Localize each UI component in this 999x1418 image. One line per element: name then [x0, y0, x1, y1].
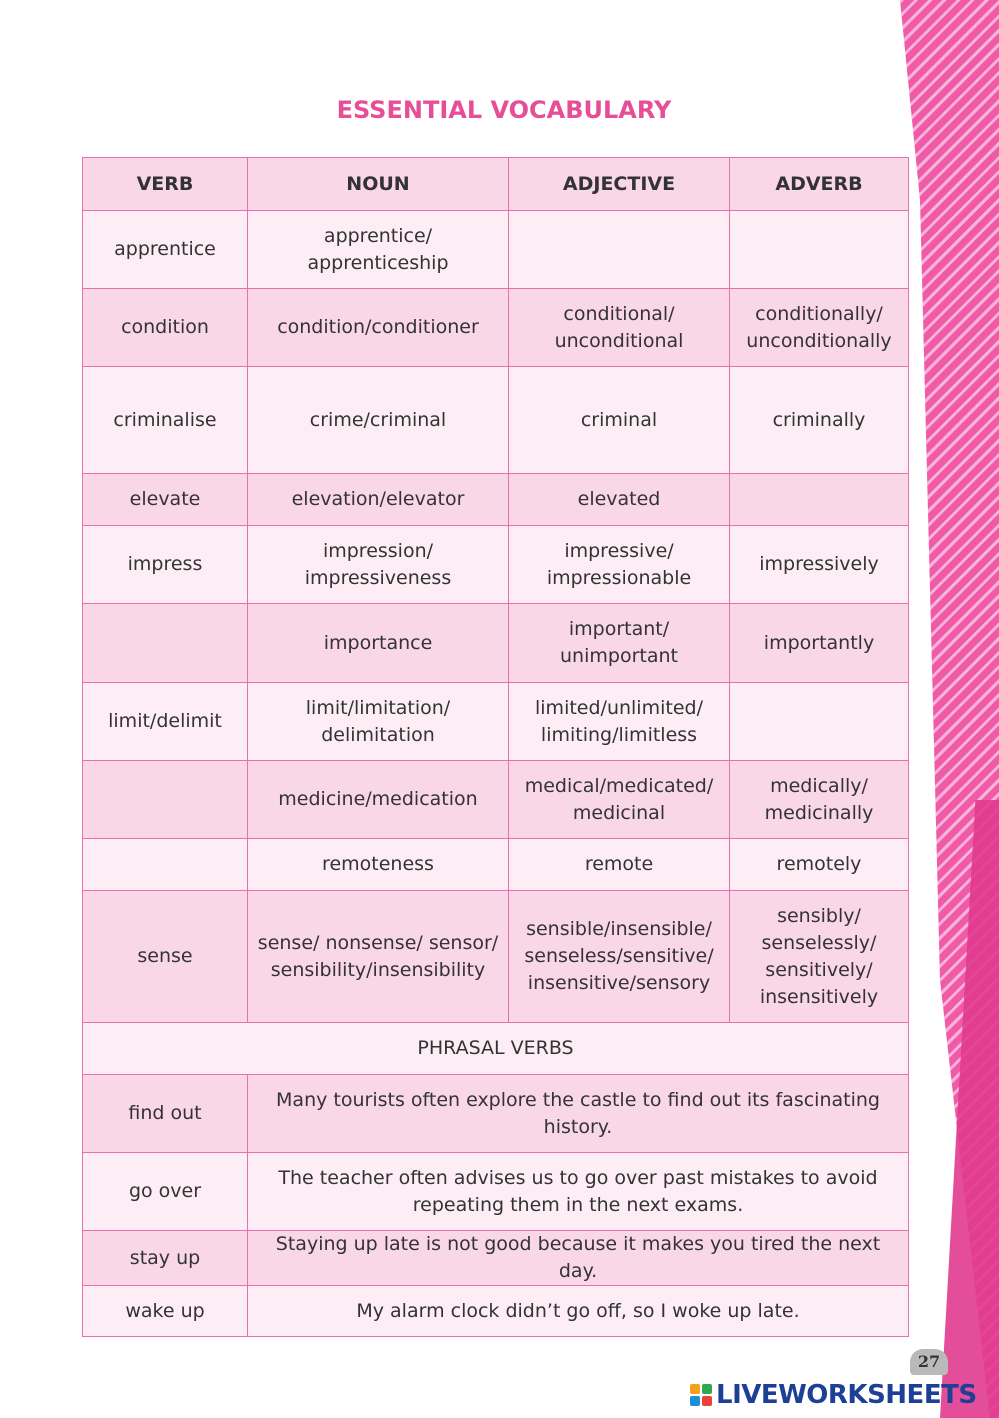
cell-adjective: medical/medicated/ medicinal: [509, 761, 730, 839]
phrasal-example: Staying up late is not good because it makes you tired the next day.: [248, 1231, 909, 1286]
cell-adverb: [730, 211, 909, 289]
cell-verb: sense: [83, 891, 248, 1023]
cell-verb: [83, 761, 248, 839]
logo-tile: [690, 1384, 700, 1394]
phrasal-verb: wake up: [83, 1286, 248, 1337]
table-row: [83, 839, 909, 891]
cell-noun: sense/ nonsense/ sensor/ sensibility/insensibility: [248, 891, 509, 1023]
phrasal-verbs-title: PHRASAL VERBS: [83, 1023, 909, 1075]
cell-adverb: remotely: [730, 839, 909, 891]
cell-noun: condition/conditioner: [248, 289, 509, 367]
table-header-row: [83, 158, 909, 211]
cell-adjective: important/ unimportant: [509, 604, 730, 683]
vocabulary-table: [82, 157, 909, 1337]
phrasal-verb: find out: [83, 1075, 248, 1153]
cell-adjective: [509, 211, 730, 289]
cell-verb: criminalise: [83, 367, 248, 474]
header-noun: NOUN: [248, 158, 509, 211]
header-adjective: ADJECTIVE: [509, 158, 730, 211]
page-number: 27: [910, 1349, 948, 1375]
phrasal-row: [83, 1075, 909, 1153]
cell-noun: remoteness: [248, 839, 509, 891]
brand-logo-icon: [690, 1384, 712, 1406]
phrasal-header-row: [83, 1023, 909, 1075]
phrasal-verb: stay up: [83, 1231, 248, 1286]
cell-adverb: criminally: [730, 367, 909, 474]
logo-tile: [690, 1396, 700, 1406]
phrasal-row: [83, 1231, 909, 1286]
header-verb: VERB: [83, 158, 248, 211]
cell-adjective: elevated: [509, 474, 730, 526]
cell-verb: [83, 839, 248, 891]
logo-tile: [702, 1384, 712, 1394]
table-row: [83, 367, 909, 474]
brand-name: LIVEWORKSHEETS: [716, 1380, 977, 1410]
cell-noun: limit/limitation/ delimitation: [248, 683, 509, 761]
table-row: [83, 526, 909, 604]
phrasal-example: Many tourists often explore the castle to find out its fascinating history.: [248, 1075, 909, 1153]
phrasal-row: [83, 1286, 909, 1337]
table-row: [83, 289, 909, 367]
logo-tile: [702, 1396, 712, 1406]
cell-adverb: impressively: [730, 526, 909, 604]
phrasal-verb: go over: [83, 1153, 248, 1231]
cell-verb: [83, 604, 248, 683]
cell-noun: medicine/medication: [248, 761, 509, 839]
cell-verb: apprentice: [83, 211, 248, 289]
cell-adjective: conditional/ unconditional: [509, 289, 730, 367]
table-row: [83, 474, 909, 526]
cell-noun: apprentice/ apprenticeship: [248, 211, 509, 289]
cell-adjective: impressive/ impressionable: [509, 526, 730, 604]
table-row: [83, 761, 909, 839]
phrasal-example: My alarm clock didn’t go off, so I woke up late.: [248, 1286, 909, 1337]
cell-adverb: [730, 474, 909, 526]
phrasal-row: [83, 1153, 909, 1231]
brand-footer[interactable]: [690, 1378, 977, 1412]
cell-verb: limit/delimit: [83, 683, 248, 761]
cell-adverb: sensibly/ senselessly/ sensitively/ insensitively: [730, 891, 909, 1023]
cell-noun: elevation/elevator: [248, 474, 509, 526]
cell-adjective: remote: [509, 839, 730, 891]
cell-noun: impression/ impressiveness: [248, 526, 509, 604]
cell-verb: elevate: [83, 474, 248, 526]
cell-adverb: conditionally/ unconditionally: [730, 289, 909, 367]
cell-adjective: limited/unlimited/ limiting/limitless: [509, 683, 730, 761]
cell-adverb: [730, 683, 909, 761]
cell-noun: crime/criminal: [248, 367, 509, 474]
phrasal-example: The teacher often advises us to go over past mistakes to avoid repeating them in the next exams.: [248, 1153, 909, 1231]
cell-verb: impress: [83, 526, 248, 604]
cell-adjective: sensible/insensible/ senseless/sensitive/ insensitive/sensory: [509, 891, 730, 1023]
table-row: [83, 683, 909, 761]
cell-adjective: criminal: [509, 367, 730, 474]
table-row: [83, 211, 909, 289]
table-row: [83, 891, 909, 1023]
cell-noun: importance: [248, 604, 509, 683]
page-title: ESSENTIAL VOCABULARY: [336, 96, 672, 124]
cell-verb: condition: [83, 289, 248, 367]
cell-adverb: importantly: [730, 604, 909, 683]
header-adverb: ADVERB: [730, 158, 909, 211]
table-row: [83, 604, 909, 683]
cell-adverb: medically/ medicinally: [730, 761, 909, 839]
